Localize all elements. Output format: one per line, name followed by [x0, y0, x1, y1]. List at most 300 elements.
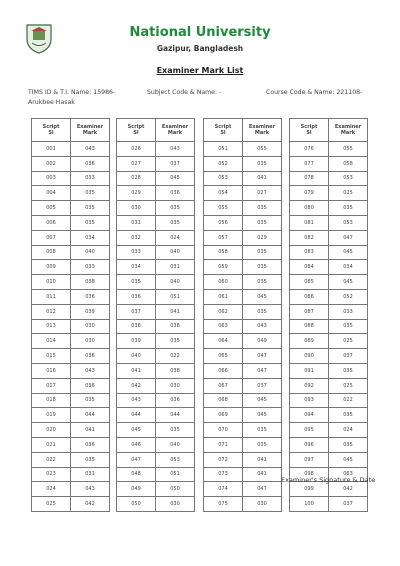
script-sl-cell: 006 [32, 215, 71, 230]
script-sl-cell: 029 [117, 186, 156, 201]
table-row [117, 319, 195, 334]
script-sl-cell: 025 [32, 497, 71, 512]
script-sl-cell: 064 [204, 334, 243, 349]
table-row [204, 334, 282, 349]
table-row [290, 423, 368, 438]
table-row [117, 171, 195, 186]
table-row [290, 156, 368, 171]
table-row [32, 378, 110, 393]
table-row [204, 230, 282, 245]
examiner-mark-cell: 035 [329, 363, 368, 378]
table-row [290, 304, 368, 319]
table-row [204, 245, 282, 260]
examiner-name: Arukbee Hasak [28, 99, 75, 106]
script-sl-cell: 044 [117, 408, 156, 423]
script-sl-cell: 081 [290, 215, 329, 230]
table-row [117, 467, 195, 482]
script-sl-cell: 026 [117, 142, 156, 157]
examiner-mark-cell: 044 [156, 408, 195, 423]
script-sl-cell: 096 [290, 437, 329, 452]
table-row [290, 437, 368, 452]
examiner-mark-cell: 027 [243, 186, 282, 201]
table-row [290, 497, 368, 512]
script-sl-cell: 028 [117, 171, 156, 186]
subject-info: Subject Code & Name: - [147, 89, 222, 96]
script-sl-cell: 039 [117, 334, 156, 349]
script-sl-cell: 043 [117, 393, 156, 408]
examiner-mark-cell: 045 [329, 245, 368, 260]
script-sl-cell: 012 [32, 304, 71, 319]
mark-table-3 [203, 118, 282, 512]
mark-table-4 [289, 118, 368, 512]
script-sl-cell: 065 [204, 349, 243, 364]
table-row [204, 171, 282, 186]
script-sl-cell: 057 [204, 230, 243, 245]
examiner-mark-cell: 035 [329, 437, 368, 452]
script-sl-header: Script Sl [32, 119, 71, 142]
examiner-mark-cell: 041 [71, 423, 110, 438]
script-sl-cell: 017 [32, 378, 71, 393]
examiner-mark-cell: 047 [243, 349, 282, 364]
examiner-mark-cell: 031 [71, 467, 110, 482]
table-row [117, 230, 195, 245]
examiner-mark-cell: 035 [156, 423, 195, 438]
table-row [117, 482, 195, 497]
table-row [290, 215, 368, 230]
university-name: National University [129, 25, 271, 40]
script-sl-cell: 048 [117, 467, 156, 482]
script-sl-cell: 087 [290, 304, 329, 319]
examiner-mark-cell: 055 [329, 142, 368, 157]
script-sl-cell: 037 [117, 304, 156, 319]
script-sl-cell: 072 [204, 452, 243, 467]
table-row [204, 156, 282, 171]
examiner-mark-cell: 030 [156, 378, 195, 393]
table-row [32, 260, 110, 275]
table-row [290, 245, 368, 260]
script-sl-cell: 092 [290, 378, 329, 393]
script-sl-header: Script Sl [117, 119, 156, 142]
script-sl-cell: 083 [290, 245, 329, 260]
table-row [117, 245, 195, 260]
examiner-mark-cell: 035 [156, 334, 195, 349]
examiner-mark-cell: 036 [71, 289, 110, 304]
examiner-mark-cell: 053 [329, 215, 368, 230]
table-row [117, 260, 195, 275]
table-row [117, 215, 195, 230]
examiner-mark-cell: 035 [243, 423, 282, 438]
script-sl-cell: 040 [117, 349, 156, 364]
script-sl-cell: 007 [32, 230, 71, 245]
script-sl-cell: 098 [290, 467, 329, 482]
examiner-mark-header: Examiner Mark [243, 119, 282, 142]
examiner-mark-cell: 035 [243, 275, 282, 290]
table-row [290, 142, 368, 157]
examiner-mark-cell: 036 [71, 156, 110, 171]
examiner-mark-cell: 034 [329, 260, 368, 275]
examiner-mark-cell: 035 [71, 186, 110, 201]
table-row [117, 452, 195, 467]
examiner-mark-cell: 041 [243, 467, 282, 482]
examiner-mark-cell: 035 [156, 215, 195, 230]
table-row [32, 349, 110, 364]
script-sl-cell: 002 [32, 156, 71, 171]
table-row [290, 260, 368, 275]
script-sl-cell: 042 [117, 378, 156, 393]
script-sl-cell: 020 [32, 423, 71, 438]
table-row [32, 467, 110, 482]
university-location: Gazipur, Bangladesh [156, 44, 244, 53]
examiner-mark-cell: 037 [329, 497, 368, 512]
script-sl-cell: 058 [204, 245, 243, 260]
examiner-mark-cell: 029 [243, 230, 282, 245]
script-sl-cell: 075 [204, 497, 243, 512]
table-row [32, 156, 110, 171]
examiner-mark-cell: 025 [329, 334, 368, 349]
script-sl-cell: 013 [32, 319, 71, 334]
script-sl-cell: 069 [204, 408, 243, 423]
script-sl-cell: 063 [204, 319, 243, 334]
examiner-mark-cell: 038 [71, 275, 110, 290]
examiner-mark-cell: 047 [243, 363, 282, 378]
table-row [290, 482, 368, 497]
examiner-mark-cell: 043 [156, 142, 195, 157]
examiner-mark-cell: 035 [243, 156, 282, 171]
script-sl-cell: 089 [290, 334, 329, 349]
table-row [290, 452, 368, 467]
script-sl-cell: 100 [290, 497, 329, 512]
table-row [32, 245, 110, 260]
table-row [32, 201, 110, 216]
examiner-mark-cell: 033 [71, 171, 110, 186]
examiner-mark-cell: 024 [156, 230, 195, 245]
script-sl-cell: 021 [32, 437, 71, 452]
script-sl-cell: 059 [204, 260, 243, 275]
table-row [32, 393, 110, 408]
script-sl-cell: 015 [32, 349, 71, 364]
examiner-mark-cell: 035 [243, 304, 282, 319]
script-sl-cell: 004 [32, 186, 71, 201]
examiner-mark-cell: 051 [156, 467, 195, 482]
examiner-mark-cell: 045 [329, 275, 368, 290]
script-sl-cell: 023 [32, 467, 71, 482]
examiner-mark-cell: 050 [156, 482, 195, 497]
table-row [117, 304, 195, 319]
table-row [32, 423, 110, 438]
examiner-mark-cell: 035 [243, 245, 282, 260]
script-sl-cell: 045 [117, 423, 156, 438]
script-sl-cell: 011 [32, 289, 71, 304]
examiner-mark-cell: 036 [71, 349, 110, 364]
script-sl-cell: 068 [204, 393, 243, 408]
examiner-mark-cell: 051 [156, 289, 195, 304]
script-sl-cell: 032 [117, 230, 156, 245]
examiner-mark-cell: 040 [156, 245, 195, 260]
examiner-mark-cell: 047 [243, 482, 282, 497]
table-row [204, 215, 282, 230]
examiner-mark-cell: 053 [156, 452, 195, 467]
table-row [290, 275, 368, 290]
script-sl-cell: 097 [290, 452, 329, 467]
table-row [204, 423, 282, 438]
table-row [204, 142, 282, 157]
script-sl-cell: 074 [204, 482, 243, 497]
script-sl-cell: 034 [117, 260, 156, 275]
script-sl-cell: 035 [117, 275, 156, 290]
examiner-mark-cell: 035 [71, 201, 110, 216]
script-sl-cell: 041 [117, 363, 156, 378]
examiner-mark-header: Examiner Mark [71, 119, 110, 142]
table-row [204, 186, 282, 201]
examiner-mark-cell: 045 [243, 393, 282, 408]
script-sl-cell: 055 [204, 201, 243, 216]
examiner-mark-cell: 022 [329, 393, 368, 408]
examiner-mark-cell: 043 [71, 363, 110, 378]
examiner-mark-cell: 045 [156, 171, 195, 186]
script-sl-cell: 001 [32, 142, 71, 157]
script-sl-cell: 018 [32, 393, 71, 408]
examiner-mark-cell: 055 [243, 142, 282, 157]
table-row [290, 230, 368, 245]
table-row [204, 349, 282, 364]
script-sl-cell: 056 [204, 215, 243, 230]
script-sl-cell: 031 [117, 215, 156, 230]
table-row [290, 363, 368, 378]
script-sl-cell: 046 [117, 437, 156, 452]
table-row [204, 275, 282, 290]
examiner-mark-cell: 035 [243, 201, 282, 216]
table-row [117, 378, 195, 393]
script-sl-cell: 071 [204, 437, 243, 452]
table-row [290, 319, 368, 334]
script-sl-cell: 070 [204, 423, 243, 438]
examiner-mark-cell: 047 [329, 230, 368, 245]
table-row [290, 393, 368, 408]
mark-table-2 [116, 118, 195, 512]
examiner-mark-cell: 035 [329, 408, 368, 423]
examiner-mark-cell: 025 [329, 378, 368, 393]
table-row [290, 171, 368, 186]
examiner-mark-cell: 035 [71, 215, 110, 230]
script-sl-cell: 019 [32, 408, 71, 423]
examiner-mark-cell: 035 [329, 319, 368, 334]
examiner-mark-cell: 035 [71, 452, 110, 467]
tims-info: TIMS ID & T.I. Name: 15986- [28, 89, 116, 96]
examiner-mark-cell: 043 [71, 142, 110, 157]
examiner-mark-cell: 049 [243, 334, 282, 349]
script-sl-cell: 053 [204, 171, 243, 186]
script-sl-cell: 027 [117, 156, 156, 171]
examiner-mark-cell: 030 [156, 497, 195, 512]
examiner-mark-cell: 039 [71, 304, 110, 319]
table-row [117, 349, 195, 364]
script-sl-cell: 090 [290, 349, 329, 364]
examiner-mark-cell: 045 [329, 452, 368, 467]
script-sl-cell: 091 [290, 363, 329, 378]
script-sl-cell: 036 [117, 289, 156, 304]
table-row [32, 437, 110, 452]
table-row [204, 408, 282, 423]
script-sl-cell: 084 [290, 260, 329, 275]
examiner-mark-cell: 045 [243, 408, 282, 423]
script-sl-cell: 079 [290, 186, 329, 201]
script-sl-cell: 047 [117, 452, 156, 467]
examiner-mark-cell: 041 [243, 171, 282, 186]
table-row [32, 363, 110, 378]
course-info: Course Code & Name: 221108- [266, 89, 363, 96]
table-row [117, 437, 195, 452]
table-row [204, 289, 282, 304]
table-row [117, 393, 195, 408]
table-row [32, 482, 110, 497]
script-sl-cell: 080 [290, 201, 329, 216]
script-sl-cell: 033 [117, 245, 156, 260]
table-row [204, 319, 282, 334]
examiner-mark-cell: 035 [243, 215, 282, 230]
script-sl-cell: 061 [204, 289, 243, 304]
examiner-mark-cell: 035 [243, 437, 282, 452]
table-row [117, 497, 195, 512]
examiner-mark-cell: 033 [329, 304, 368, 319]
table-row [32, 215, 110, 230]
script-sl-header: Script Sl [204, 119, 243, 142]
table-row [204, 497, 282, 512]
script-sl-cell: 024 [32, 482, 71, 497]
table-row [117, 201, 195, 216]
table-row [117, 275, 195, 290]
script-sl-cell: 050 [117, 497, 156, 512]
table-row [290, 186, 368, 201]
table-row [204, 482, 282, 497]
examiner-mark-cell: 033 [71, 260, 110, 275]
script-sl-cell: 073 [204, 467, 243, 482]
script-sl-cell: 082 [290, 230, 329, 245]
examiner-mark-cell: 052 [329, 289, 368, 304]
script-sl-cell: 067 [204, 378, 243, 393]
table-row [290, 408, 368, 423]
script-sl-cell: 099 [290, 482, 329, 497]
script-sl-cell: 051 [204, 142, 243, 157]
script-sl-header: Script Sl [290, 119, 329, 142]
table-row [32, 319, 110, 334]
script-sl-cell: 003 [32, 171, 71, 186]
script-sl-cell: 030 [117, 201, 156, 216]
table-row [290, 334, 368, 349]
table-row [32, 289, 110, 304]
examiner-mark-cell: 035 [71, 393, 110, 408]
examiner-mark-cell: 044 [71, 408, 110, 423]
table-row [204, 260, 282, 275]
table-row [32, 408, 110, 423]
table-row [290, 378, 368, 393]
script-sl-cell: 005 [32, 201, 71, 216]
examiner-mark-cell: 037 [243, 378, 282, 393]
examiner-mark-cell: 037 [329, 349, 368, 364]
mark-table-1 [31, 118, 110, 512]
examiner-mark-cell: 041 [156, 304, 195, 319]
examiner-mark-cell: 024 [329, 423, 368, 438]
script-sl-cell: 076 [290, 142, 329, 157]
examiner-mark-cell: 041 [243, 452, 282, 467]
examiner-mark-cell: 025 [329, 186, 368, 201]
examiner-mark-cell: 040 [71, 245, 110, 260]
table-row [32, 142, 110, 157]
examiner-mark-cell: 063 [329, 467, 368, 482]
examiner-signature-label: Examiner's Signature & Date [281, 476, 376, 484]
examiner-mark-cell: 058 [329, 156, 368, 171]
script-sl-cell: 093 [290, 393, 329, 408]
table-row [32, 275, 110, 290]
examiner-mark-header: Examiner Mark [156, 119, 195, 142]
table-row [117, 156, 195, 171]
table-row [32, 171, 110, 186]
script-sl-cell: 008 [32, 245, 71, 260]
table-row [204, 378, 282, 393]
table-row [32, 497, 110, 512]
examiner-mark-cell: 035 [329, 201, 368, 216]
examiner-mark-cell: 036 [156, 393, 195, 408]
examiner-mark-cell: 022 [156, 349, 195, 364]
examiner-mark-cell: 040 [156, 437, 195, 452]
examiner-mark-cell: 036 [71, 378, 110, 393]
examiner-mark-cell: 031 [156, 260, 195, 275]
table-row [204, 437, 282, 452]
script-sl-cell: 077 [290, 156, 329, 171]
table-row [290, 349, 368, 364]
script-sl-cell: 009 [32, 260, 71, 275]
table-row [32, 304, 110, 319]
script-sl-cell: 052 [204, 156, 243, 171]
script-sl-cell: 038 [117, 319, 156, 334]
examiner-mark-cell: 035 [243, 260, 282, 275]
examiner-mark-cell: 035 [156, 201, 195, 216]
examiner-mark-cell: 038 [156, 363, 195, 378]
examiner-mark-cell: 053 [329, 171, 368, 186]
script-sl-cell: 014 [32, 334, 71, 349]
examiner-mark-cell: 036 [71, 437, 110, 452]
document-title: Examiner Mark List [156, 66, 244, 75]
script-sl-cell: 062 [204, 304, 243, 319]
examiner-mark-cell: 043 [243, 319, 282, 334]
script-sl-cell: 078 [290, 171, 329, 186]
table-row [32, 186, 110, 201]
examiner-mark-cell: 042 [329, 482, 368, 497]
script-sl-cell: 016 [32, 363, 71, 378]
examiner-mark-cell: 030 [71, 334, 110, 349]
table-row [117, 423, 195, 438]
script-sl-cell: 054 [204, 186, 243, 201]
examiner-mark-cell: 037 [156, 156, 195, 171]
table-row [32, 452, 110, 467]
table-row [32, 334, 110, 349]
script-sl-cell: 085 [290, 275, 329, 290]
table-row [117, 142, 195, 157]
script-sl-cell: 088 [290, 319, 329, 334]
examiner-mark-cell: 042 [71, 497, 110, 512]
script-sl-cell: 060 [204, 275, 243, 290]
table-row [204, 452, 282, 467]
examiner-mark-cell: 045 [243, 289, 282, 304]
table-row [117, 363, 195, 378]
script-sl-cell: 094 [290, 408, 329, 423]
table-row [117, 334, 195, 349]
table-row [117, 408, 195, 423]
table-row [204, 304, 282, 319]
examiner-mark-cell: 030 [71, 319, 110, 334]
examiner-mark-cell: 043 [71, 482, 110, 497]
examiner-mark-cell: 036 [156, 186, 195, 201]
table-row [204, 363, 282, 378]
